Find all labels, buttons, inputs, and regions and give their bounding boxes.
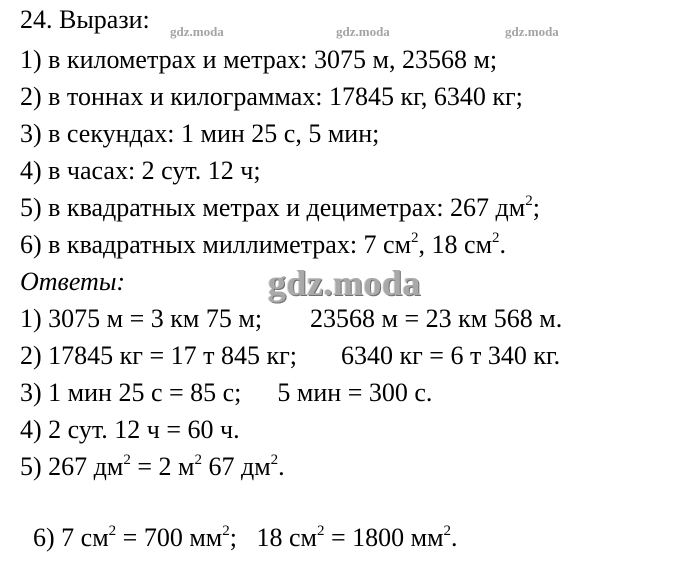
watermark: gdz.moda: [170, 24, 224, 39]
exponent: 2: [443, 523, 452, 539]
answer-6: [20, 487, 458, 559]
task-item-6-text-2: , 18 см: [418, 230, 493, 259]
answer-6-text: 6) 7 см: [33, 523, 109, 552]
answer-5-text: 5) 267 дм: [20, 452, 124, 481]
task-item-3: 3) в секундах: 1 мин 25 с, 5 мин;: [20, 119, 380, 148]
answer-3-a: 3) 1 мин 25 с = 85 с;: [20, 378, 242, 407]
task-item-6: [20, 228, 506, 266]
answer-3: [20, 376, 432, 410]
task-heading: 24. Вырази:: [20, 5, 150, 34]
exponent: 2: [525, 193, 533, 209]
answer-6-text: ; 18 см: [229, 523, 317, 552]
task-item-5-text: 5) в квадратных метрах и дециметрах: 267 дм: [20, 193, 526, 222]
task-item-6-text: 6) в квадратных миллиметрах: 7 см: [20, 230, 412, 259]
exponent: 2: [194, 452, 202, 468]
exponent: 2: [222, 523, 230, 539]
answer-4: [20, 413, 240, 447]
watermark: gdz.moda: [505, 24, 559, 39]
task-item-1: 1) в километрах и метрах: 3075 м, 23568 м;: [20, 45, 498, 74]
task-item-2: 2) в тоннах и килограммах: 17845 кг, 6340 кг;: [20, 82, 523, 111]
answer-6-text: = 1800 мм: [324, 523, 444, 552]
exponent: 2: [492, 230, 500, 246]
punctuation: ;: [532, 193, 540, 222]
answer-3-b: 5 мин = 300 с.: [277, 378, 433, 407]
task-item-4: 4) в часах: 2 сут. 12 ч;: [20, 156, 261, 185]
answer-1-a: 1) 3075 м = 3 км 75 м;: [20, 304, 263, 333]
answers-heading: Ответы:: [20, 267, 126, 296]
answer-5: [20, 450, 285, 488]
exponent: 2: [316, 523, 325, 539]
answer-5-text: 67 дм: [201, 452, 271, 481]
punctuation: .: [499, 230, 507, 259]
answer-2-a: 2) 17845 кг = 17 т 845 кг;: [20, 341, 297, 370]
exponent: 2: [270, 452, 279, 468]
punctuation: .: [451, 523, 458, 552]
watermark-center: gdz.moda: [268, 263, 422, 303]
answer-6-text: = 700 мм: [116, 523, 223, 552]
exponent: 2: [411, 230, 419, 246]
answer-1: [20, 302, 562, 336]
answer-4-a: 4) 2 сут. 12 ч = 60 ч.: [20, 415, 240, 444]
answer-2-b: 6340 кг = 6 т 340 кг.: [341, 341, 561, 370]
punctuation: .: [278, 452, 285, 481]
exponent: 2: [123, 452, 131, 468]
answer-2: [20, 339, 560, 373]
answer-5-text: = 2 м: [130, 452, 195, 481]
watermark: gdz.moda: [336, 24, 390, 39]
exponent: 2: [108, 523, 117, 539]
task-item-5: [20, 191, 540, 229]
answer-1-b: 23568 м = 23 км 568 м.: [310, 304, 563, 333]
